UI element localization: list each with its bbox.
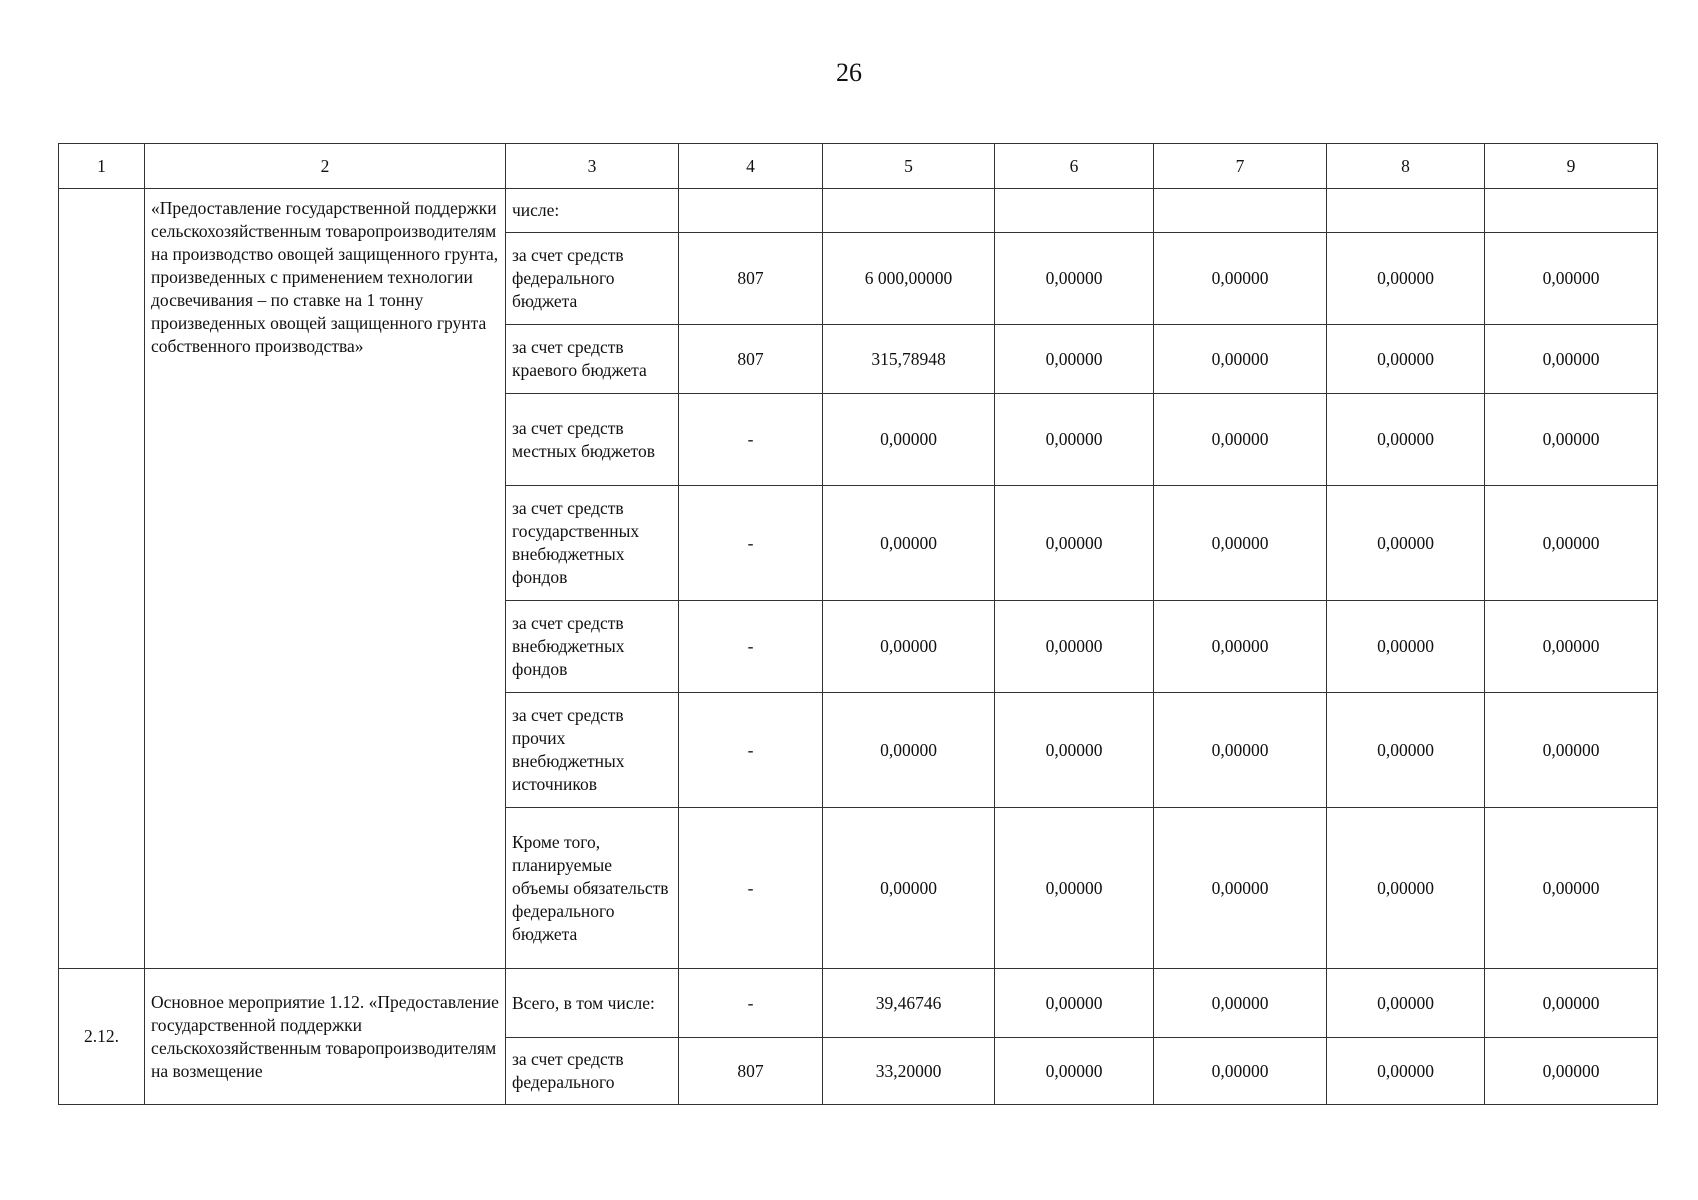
- value-cell: 0,00000: [995, 486, 1154, 601]
- value-cell: 0,00000: [995, 601, 1154, 693]
- header-cell: 8: [1327, 144, 1485, 189]
- funding-source-cell: за счет средств прочих внебюджетных источников: [506, 693, 679, 808]
- value-cell: [1154, 189, 1327, 233]
- value-cell: 0,00000: [1485, 394, 1658, 486]
- value-cell: 0,00000: [1485, 601, 1658, 693]
- value-cell: 0,00000: [823, 601, 995, 693]
- value-cell: 0,00000: [1485, 325, 1658, 394]
- value-cell: [823, 189, 995, 233]
- value-cell: 0,00000: [1154, 486, 1327, 601]
- value-cell: 0,00000: [1327, 233, 1485, 325]
- funding-source-cell: за счет средств федерального бюджета: [506, 233, 679, 325]
- value-cell: 315,78948: [823, 325, 995, 394]
- code-cell: 807: [679, 233, 823, 325]
- code-cell: [679, 189, 823, 233]
- value-cell: 0,00000: [1154, 969, 1327, 1038]
- header-cell: 9: [1485, 144, 1658, 189]
- value-cell: 0,00000: [1327, 486, 1485, 601]
- funding-source-cell: за счет средств федерального: [506, 1038, 679, 1105]
- funding-source-cell: Всего, в том числе:: [506, 969, 679, 1038]
- row-number-cell: [59, 189, 145, 969]
- header-cell: 1: [59, 144, 145, 189]
- value-cell: 0,00000: [995, 325, 1154, 394]
- value-cell: 0,00000: [995, 693, 1154, 808]
- value-cell: 39,46746: [823, 969, 995, 1038]
- header-cell: 5: [823, 144, 995, 189]
- header-cell: 4: [679, 144, 823, 189]
- value-cell: 0,00000: [1485, 1038, 1658, 1105]
- value-cell: 0,00000: [995, 1038, 1154, 1105]
- code-cell: 807: [679, 325, 823, 394]
- measure-description-cell: Основное мероприятие 1.12. «Предоставление государственной поддержки сельскохозяйственным товаропроизводителям на возмещение: [145, 969, 506, 1105]
- value-cell: 0,00000: [1327, 808, 1485, 969]
- header-cell: 2: [145, 144, 506, 189]
- funding-source-cell: Кроме того, планируемые объемы обязательств федерального бюджета: [506, 808, 679, 969]
- value-cell: 0,00000: [823, 486, 995, 601]
- value-cell: 0,00000: [1154, 1038, 1327, 1105]
- value-cell: 0,00000: [995, 394, 1154, 486]
- code-cell: -: [679, 808, 823, 969]
- value-cell: 0,00000: [995, 808, 1154, 969]
- header-cell: 7: [1154, 144, 1327, 189]
- funding-source-cell: за счет средств внебюджетных фондов: [506, 601, 679, 693]
- value-cell: 33,20000: [823, 1038, 995, 1105]
- code-cell: 807: [679, 1038, 823, 1105]
- value-cell: 0,00000: [1485, 808, 1658, 969]
- value-cell: 0,00000: [1327, 394, 1485, 486]
- code-cell: -: [679, 693, 823, 808]
- value-cell: 0,00000: [995, 969, 1154, 1038]
- code-cell: -: [679, 969, 823, 1038]
- value-cell: 0,00000: [1485, 233, 1658, 325]
- value-cell: 0,00000: [1154, 233, 1327, 325]
- budget-table: [58, 143, 1658, 1105]
- code-cell: -: [679, 486, 823, 601]
- value-cell: 0,00000: [823, 394, 995, 486]
- value-cell: [1327, 189, 1485, 233]
- funding-source-cell: за счет средств краевого бюджета: [506, 325, 679, 394]
- value-cell: 0,00000: [1485, 693, 1658, 808]
- value-cell: 0,00000: [823, 693, 995, 808]
- value-cell: 0,00000: [1327, 325, 1485, 394]
- table-row: [59, 969, 1658, 1038]
- value-cell: 0,00000: [1154, 808, 1327, 969]
- table-row: [59, 189, 1658, 233]
- value-cell: 0,00000: [1485, 969, 1658, 1038]
- code-cell: -: [679, 601, 823, 693]
- value-cell: 0,00000: [1327, 969, 1485, 1038]
- row-number-cell: 2.12.: [59, 969, 145, 1105]
- funding-source-cell: числе:: [506, 189, 679, 233]
- value-cell: 0,00000: [1154, 693, 1327, 808]
- header-row: [59, 144, 1658, 189]
- header-cell: 6: [995, 144, 1154, 189]
- funding-source-cell: за счет средств государственных внебюджетных фондов: [506, 486, 679, 601]
- value-cell: 0,00000: [1154, 601, 1327, 693]
- value-cell: 0,00000: [1154, 394, 1327, 486]
- page-number: 26: [836, 58, 862, 87]
- header-cell: 3: [506, 144, 679, 189]
- value-cell: 0,00000: [995, 233, 1154, 325]
- measure-description-cell: «Предоставление государственной поддержки сельскохозяйственным товаропроизводителям на производство овощей защищенного грунта, произведенных с применением технологии досвечивания – по ставке на 1 тонну произведенных овощей защищенного грунта собственного производства»: [145, 189, 506, 969]
- value-cell: [995, 189, 1154, 233]
- value-cell: 6 000,00000: [823, 233, 995, 325]
- value-cell: 0,00000: [1485, 486, 1658, 601]
- value-cell: [1485, 189, 1658, 233]
- value-cell: 0,00000: [1327, 601, 1485, 693]
- funding-source-cell: за счет средств местных бюджетов: [506, 394, 679, 486]
- value-cell: 0,00000: [1154, 325, 1327, 394]
- code-cell: -: [679, 394, 823, 486]
- value-cell: 0,00000: [823, 808, 995, 969]
- value-cell: 0,00000: [1327, 1038, 1485, 1105]
- value-cell: 0,00000: [1327, 693, 1485, 808]
